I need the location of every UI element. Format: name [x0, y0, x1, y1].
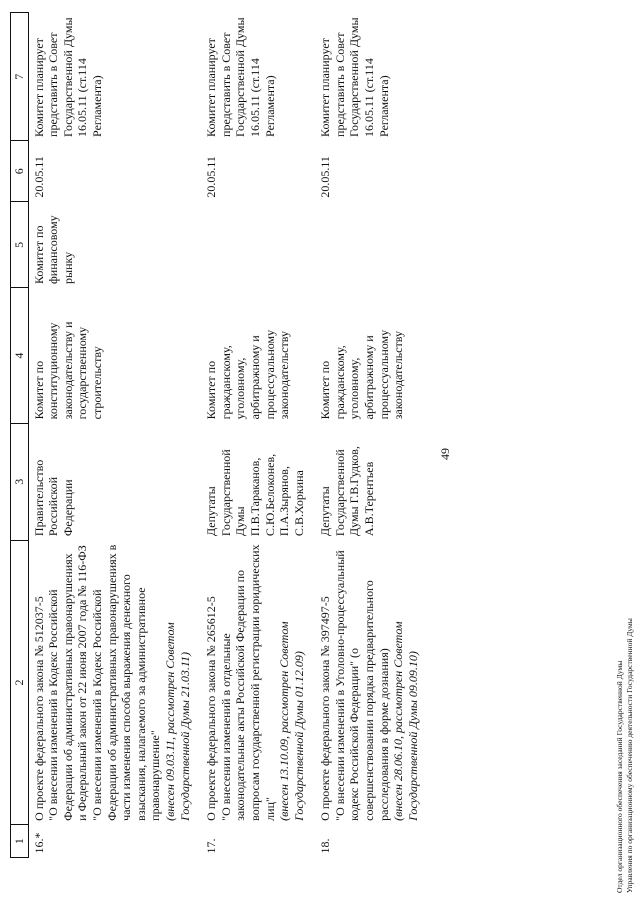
- column-header: 1: [11, 825, 29, 858]
- column-header: 4: [11, 288, 29, 423]
- table-row: [202, 13, 316, 858]
- column-header: 2: [11, 540, 29, 825]
- date: 20.05.11: [31, 156, 46, 198]
- bill-note: (внесен 28.06.10, рассмотрен Советом Государственной Думы 09.09.10): [391, 621, 420, 821]
- responsible-committee: Комитет по гражданскому, уголовному, арбитражному и процессуальному законодательству: [318, 329, 406, 420]
- bill-description: [28, 540, 202, 825]
- co-committee: [316, 202, 430, 288]
- table-row: [28, 13, 202, 858]
- row-number: 17.: [204, 838, 219, 854]
- row-number: 18.: [318, 838, 333, 854]
- table-row: [316, 13, 430, 858]
- page-number: 49: [438, 448, 452, 460]
- initiator: Депутаты Государственной Думы П.В.Тараканов, С.Ю.Белоконев, П.А.Зырянов, С.В.Хоркина: [204, 449, 306, 537]
- responsible-committee: Комитет по гражданскому, уголовному, арбитражному и процессуальному законодательству: [204, 329, 292, 420]
- bill-description: [202, 540, 316, 825]
- initiator: Депутаты Государственной Думы Г.В.Гудков, А.В.Терентьев: [318, 446, 377, 537]
- bills-table: [10, 12, 430, 858]
- column-header: 6: [11, 141, 29, 202]
- bill-note: (внесен 09.03.11, рассмотрен Советом Государственной Думы 21.03.11): [162, 622, 192, 821]
- footer-line: Отдел организационного обеспечения заседаний Государственной Думы: [615, 660, 624, 893]
- column-header: 5: [11, 202, 29, 288]
- bill-description: [316, 540, 430, 825]
- bill-body: "О внесении изменений в отдельные законодательные акты Российской Федерации по вопросам государственной регистрации юридических лиц": [218, 544, 277, 821]
- co-committee: [202, 202, 316, 288]
- bill-title: О проекте федерального закона № 512037-5: [31, 596, 46, 821]
- bill-title: О проекте федерального закона № 265612-5: [204, 596, 219, 821]
- column-header: 3: [11, 423, 29, 540]
- bill-body: "О внесении изменений в Уголовно-процессуальный кодекс Российской Федерации" (о совершенствовании порядка предварительного расследования в форме дознания): [332, 550, 391, 821]
- footer-line: Управления по организационному обеспечению деятельности Государственной Думы: [625, 618, 634, 893]
- co-committee: Комитет по финансовому рынку: [31, 215, 75, 284]
- plan-note: Комитет планирует представить в Совет Государственной Думы 16.05.11 (ст.114 Регламента): [204, 17, 277, 137]
- column-header: 7: [11, 13, 29, 141]
- date: 20.05.11: [204, 156, 219, 198]
- bill-body: "О внесении изменений в Кодекс Российской Федерации об административных правонарушениях и Федеральный закон от 22 июня 2007 года № 116-ФЗ "О внесении изменений в Кодекс Российской Федерации об административных правонарушениях в части изменения способа выражения денежного взыскания, налагаемого за административное правонарушение": [46, 544, 163, 821]
- plan-note: Комитет планирует представить в Совет Государственной Думы 16.05.11 (ст.114 Регламента): [31, 17, 104, 137]
- table-header-row: [11, 13, 29, 858]
- plan-note: Комитет планирует представить в Совет Государственной Думы 16.05.11 (ст.114 Регламента): [318, 17, 391, 137]
- initiator: Правительство Российской Федерации: [31, 459, 75, 537]
- date: 20.05.11: [318, 156, 333, 198]
- responsible-committee: Комитет по конституционному законодательству и государственному строительству: [31, 321, 104, 420]
- row-number: 16.*: [31, 832, 46, 854]
- bill-title: О проекте федерального закона № 397497-5: [318, 596, 333, 821]
- bill-note: (внесен 13.10.09, рассмотрен Советом Государственной Думы 01.12.09): [277, 621, 306, 821]
